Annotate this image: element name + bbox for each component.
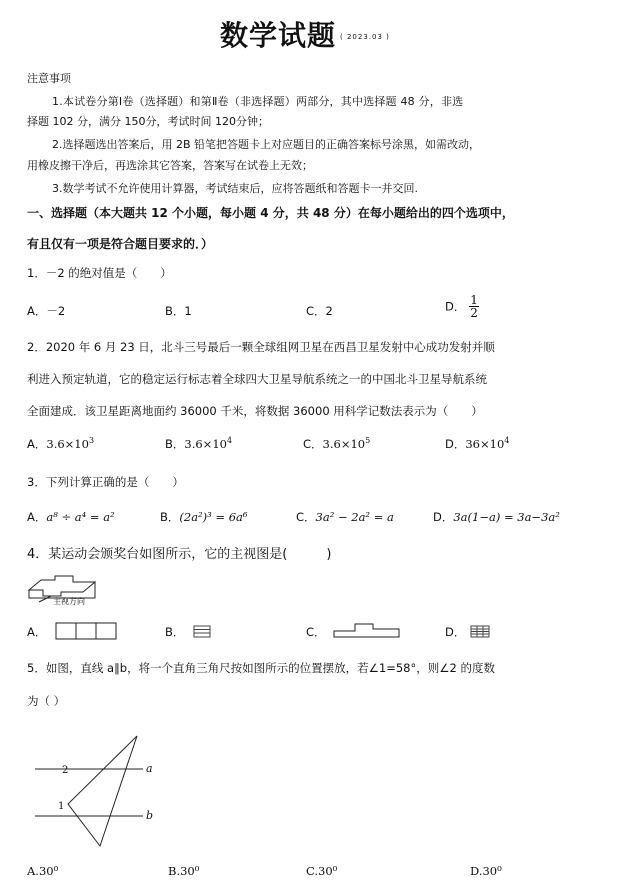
option-label: D． bbox=[433, 510, 454, 524]
q3-option-d bbox=[433, 509, 560, 525]
q2-line-2: 利进入预定轨道，它的稳定运行标志着全球四大卫星导航系统之一的中国北斗卫星导航系统 bbox=[27, 372, 487, 386]
option-expression: 36×10 bbox=[465, 437, 505, 451]
q5-line-2: 为（ ） bbox=[27, 694, 66, 708]
q4-option-d-figure bbox=[470, 625, 490, 638]
exponent: 3 bbox=[88, 436, 95, 446]
q3-option-a bbox=[27, 509, 115, 525]
option-label: C． bbox=[296, 510, 316, 524]
q2-line-3: 全面建成．该卫星距离地面约 36000 千米，将数据 36000 用科学记数法表示为（ ） bbox=[27, 404, 483, 418]
q4-stem: 4．某运动会颁奖台如图所示，它的主视图是( ) bbox=[27, 547, 332, 562]
label-b: b bbox=[146, 809, 154, 822]
option-expression: a⁸ ÷ a⁴ = a² bbox=[46, 510, 115, 524]
label-angle-2: 2 bbox=[62, 765, 69, 776]
option-label: A． bbox=[27, 510, 47, 524]
q4-option-b-figure bbox=[193, 625, 211, 638]
q2-option-b bbox=[165, 436, 232, 452]
q2-option-c bbox=[303, 436, 370, 452]
note-3: 3.数学考试不允许使用计算器，考试结束后，应将答题纸和答题卡一并交回. bbox=[52, 182, 418, 195]
fraction-denominator: 2 bbox=[470, 306, 478, 320]
fraction-numerator: 1 bbox=[470, 293, 478, 307]
exponent: 5 bbox=[365, 436, 371, 446]
option-label: A． bbox=[27, 437, 47, 451]
fraction bbox=[469, 294, 479, 319]
option-expression: 3a² − 2a² = a bbox=[315, 510, 394, 524]
q2-line-1: 2．2020 年 6 月 23 日，北斗三号最后一颗全球组网卫星在西昌卫星发射中心成功发射并顺 bbox=[27, 340, 495, 354]
note-2-line-1: 2.选择题选出答案后，用 2B 铅笔把答题卡上对应题目的正确答案标号涂黑，如需改动， bbox=[52, 138, 481, 151]
q3-option-c bbox=[296, 509, 394, 525]
option-label: B． bbox=[165, 437, 185, 451]
triangle bbox=[68, 736, 137, 846]
option-expression: 3.6×10 bbox=[322, 437, 366, 451]
q4-option-a: A． bbox=[27, 625, 47, 639]
q5-line-1: 5．如图，直线 a∥b，将一个直角三角尺按如图所示的位置摆放，若∠1=58°，则∠2 的度数 bbox=[27, 661, 495, 675]
q5-triangle-figure bbox=[25, 730, 165, 850]
q1-option-a: A．－2 bbox=[27, 304, 66, 318]
label-angle-1: 1 bbox=[58, 801, 65, 812]
q1-stem: 1．－2 的绝对值是（ ） bbox=[27, 266, 172, 280]
q4-option-d: D． bbox=[445, 625, 466, 639]
option-label: C． bbox=[303, 437, 323, 451]
note-1-line-2: 择题 102 分，满分 150分，考试时间 120分钟； bbox=[27, 115, 269, 128]
notes-heading: 注意事项 bbox=[27, 72, 71, 85]
q4-option-b: B． bbox=[165, 625, 185, 639]
exponent: 4 bbox=[226, 436, 233, 446]
option-expression: 3.6×10 bbox=[184, 437, 227, 451]
option-expression: (2a²)³ = 6a⁶ bbox=[179, 510, 248, 524]
q4-option-c-figure bbox=[333, 622, 401, 638]
note-2-line-2: 用橡皮擦干净后，再选涂其它答案，答案写在试卷上无效； bbox=[27, 159, 313, 172]
q2-option-a bbox=[27, 436, 94, 452]
option-expression: 3a(1−a) = 3a−3a² bbox=[453, 510, 560, 524]
q2-option-d bbox=[445, 436, 509, 452]
exam-date: ( 2023.03 ) bbox=[340, 33, 390, 41]
option-label: B． bbox=[160, 510, 180, 524]
option-label: D． bbox=[445, 437, 466, 451]
section-1-heading-line-2: 有且仅有一项是符合题目要求的．） bbox=[27, 237, 214, 251]
q1-option-d bbox=[445, 294, 479, 319]
note-1-line-1: 1.本试卷分第Ⅰ卷（选择题）和第Ⅱ卷（非选择题）两部分，其中选择题 48 分，非选 bbox=[52, 95, 464, 108]
label-a: a bbox=[146, 762, 153, 775]
q4-option-a-figure bbox=[55, 622, 117, 640]
q5-option-b: B.30⁰ bbox=[168, 864, 200, 878]
q1-option-b: B．1 bbox=[165, 304, 192, 318]
exponent: 4 bbox=[504, 436, 510, 446]
q5-option-a: A.30⁰ bbox=[27, 864, 59, 878]
q1-option-c: C．2 bbox=[306, 304, 333, 318]
title-text: 数学试题 bbox=[220, 19, 337, 52]
page-title bbox=[220, 14, 390, 54]
q5-option-d: D.30⁰ bbox=[470, 864, 502, 878]
q3-stem: 3．下列计算正确的是（ ） bbox=[27, 475, 184, 489]
q5-option-c: C.30⁰ bbox=[306, 864, 338, 878]
q3-option-b bbox=[160, 509, 248, 525]
q1-option-d-label: D． bbox=[445, 299, 466, 314]
q4-figure-label: 主视方向 bbox=[53, 597, 85, 606]
section-1-heading-line-1: 一、选择题（本大题共 12 个小题，每小题 4 分，共 48 分）在每小题给出的四个选项中， bbox=[27, 206, 514, 220]
q4-option-c: C． bbox=[306, 625, 326, 639]
option-expression: 3.6×10 bbox=[46, 437, 89, 451]
